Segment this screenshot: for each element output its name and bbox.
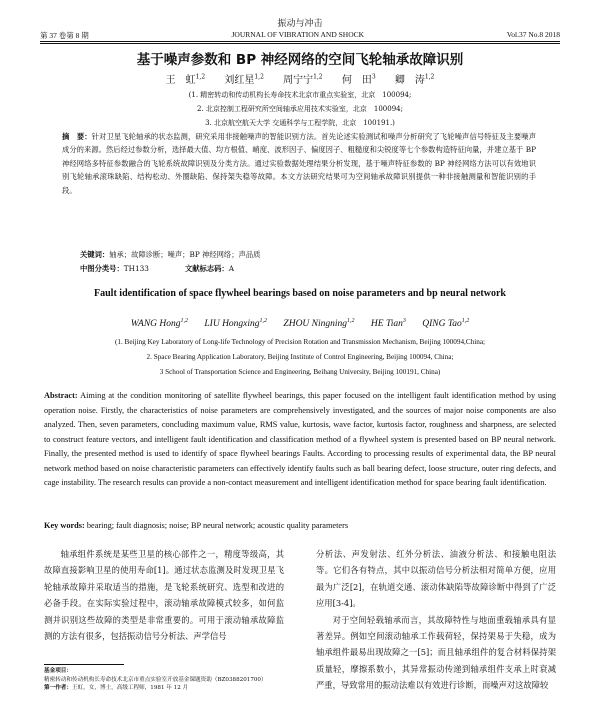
abstract-text-en: Aiming at the condition monitoring of satellite flywheel bearings, this paper focused on the intelligent fault identification method by using operation noise. Firstly, the characteristics of noise parameters are comprehensively investigated, and the sources of major noise components are also analyzed. Then, seven parameters, concluding maximum value, RMS value, kurtosis, wave factor, kurtosis factor, roughness and sharpness, are selected to construct feature vectors, and intelligent fault identification and classification method of a flywheel system is presented based on BP neural network. Finally, the presented method is used to identify of space flywheel bearings Faults. According to processing results of experimental data, the BP neural network method based on noise characteristic parameters can effectively identify faults such as ball bearing defect, loose structure, outer ring defects, and cage instability. The research results can provide a non-contact measurement and intelligent identification method for space bearing fault identification. bbox=[44, 391, 556, 487]
keywords-en bbox=[44, 521, 556, 530]
body-paragraph: 轴承组件系统是某些卫星的核心部件之一，精度等级高，其故障直接影响卫星的使用寿命[1]。通过状态监测及时发现卫星飞轮轴承故障并采取适当的措施，是飞轮系统研究、选型和改进的必备手段。在实际实验过程中，滚动轴承故障模式较多，如何监测并识别这些故障的类型是非常重要的。可用于滚动轴承故障监测的方法有很多，包括振动信号分析法、声学信号 bbox=[44, 549, 284, 642]
affiliation-cn: 2. 北京控制工程研究所空间轴承应用技术实验室，北京 100094; bbox=[197, 105, 403, 113]
affiliation-en: 2. Space Bearing Application Laboratory, Beijing Institute of Control Engineering, Beijing 100094, China; bbox=[146, 353, 454, 361]
author-cn: 何 田$^3$ bbox=[341, 73, 376, 86]
author-cn: 卿 涛$^{1,2}$ bbox=[394, 73, 435, 86]
body-paragraph: 对于空间轻载轴承而言，其故障特性与地面重载轴承具有显著差异。例如空间滚动轴承工作载荷轻，保持架易于失稳，成为轴承组件最易出现故障之一[5]；而且轴承组件的复合材料保持架质量轻，摩擦系数小，其异常振动传递到轴承组件支承上时衰减严重，导致常用的振动法难以有效进行诊断，而噪声对这故障较 bbox=[316, 614, 556, 691]
author-cn: 周宁宁$^{1,2}$ bbox=[283, 73, 323, 86]
abstract-label-cn: 摘 要： bbox=[62, 132, 92, 141]
journal-header-row bbox=[40, 30, 560, 41]
journal-name-en: JOURNAL OF VIBRATION AND SHOCK bbox=[231, 30, 365, 39]
abstract-label-en: Abstract: bbox=[44, 391, 78, 400]
keywords-cn bbox=[80, 250, 540, 260]
abstract-en bbox=[44, 389, 556, 491]
author-cn: 刘红星$^{1,2}$ bbox=[224, 73, 264, 86]
footnote-rule bbox=[44, 664, 124, 665]
affiliations-en bbox=[60, 335, 540, 380]
author-en: WANG Hong$^{1,2}$ bbox=[130, 318, 189, 330]
paper-title-cn: 基于噪声参数和 BP 神经网络的空间飞轮轴承故障识别 bbox=[136, 52, 464, 68]
document-code: 文献标志码：A bbox=[184, 264, 235, 273]
body-column-right bbox=[316, 546, 556, 694]
journal-volume-en: Vol.37 No.8 2018 bbox=[506, 30, 560, 39]
header-rule-thin bbox=[40, 43, 560, 44]
affiliation-en: (1. Beijing Key Laboratory of Long-life Technology of Precision Rotation and Transmission Mechanism, Beijing 100094,China; bbox=[114, 338, 486, 346]
author-en: LIU Hongxing$^{1,2}$ bbox=[204, 318, 268, 330]
author-cn: 王 虹$^{1,2}$ bbox=[165, 73, 206, 86]
author-list-cn bbox=[0, 71, 600, 86]
journal-name-cn: 振动与冲击 bbox=[277, 19, 323, 29]
footnotes bbox=[44, 667, 294, 693]
clc-number: 中图分类号：TH133 bbox=[80, 264, 149, 273]
affiliation-cn: (1. 精密转动和传动机构长寿命技术北京市重点实验室，北京 100094; bbox=[188, 91, 412, 99]
keywords-label-cn: 关键词： bbox=[80, 250, 110, 259]
affiliations-cn bbox=[0, 88, 600, 130]
classification-row bbox=[80, 264, 540, 274]
paper-title-en: Fault identification of space flywheel bearings based on noise parameters and bp neural network bbox=[94, 288, 506, 299]
abstract-text-cn: 针对卫星飞轮轴承的状态监测，研究采用非接触噪声的智能识别方法。首先论述实验测试和噪声分析研究了飞轮噪声信号特征及主要噪声成分的来源。然后经过参数分析，选择最大值、均方根值、峭度、波形因子、偏度因子、粗糙度和尖锐度等七个参数构造特征向量，并建立基于 BP 神经网络多特征参数融合的飞轮系统故障识别及分类方法。通过实验数据处理结果分析发现，基于噪声特征参数的 BP 神经网络方法可以有效地识别飞轮轴承滚珠缺陷、结构松动、外圈缺陷、保持架失稳等故障。本文方法研究结果可为空间轴承故障识别提供一种非接触测量和智能识别的手段。 bbox=[62, 132, 537, 195]
affiliation-cn: 3. 北京航空航天大学 交通科学与工程学院，北京 100191.) bbox=[205, 119, 395, 127]
footnote-fund: 基金项目：精密转动和传动机构长寿命技术北京市重点实验室开放基金课题资助（BZ0388201700） bbox=[44, 668, 267, 683]
keywords-label-en: Key words: bbox=[44, 521, 85, 530]
keywords-text-cn: 轴承；故障诊断；噪声；BP 神经网络；声品质 bbox=[109, 250, 261, 259]
body-paragraph: 分析法、声发射法、红外分析法、油液分析法、和接触电阻法等。它们各有特点，其中以振动信号分析法相对简单方便，应用最为广泛[2]，在轨道交通、滚动体缺陷等故障诊断中得到了广泛应用[3-4]。 bbox=[316, 549, 556, 609]
header-rule bbox=[40, 41, 560, 42]
abstract-cn bbox=[62, 130, 536, 197]
journal-issue-cn: 第 37 卷第 8 期 bbox=[40, 31, 89, 40]
affiliation-en: 3 School of Transportation Science and Engineering, Beihang University, Beijing 100191, China) bbox=[159, 368, 441, 376]
body-column-left bbox=[44, 546, 284, 644]
author-en: HE Tian$^3$ bbox=[370, 318, 406, 330]
keywords-text-en: bearing; fault diagnosis; noise; BP neural network; acoustic quality parameters bbox=[86, 521, 349, 530]
footnote-first-author: 第一作者：王虹，女，博士，高级工程师，1981 年 12 月 bbox=[44, 685, 189, 692]
author-list-en bbox=[0, 318, 600, 329]
author-en: QING Tao$^{1,2}$ bbox=[422, 318, 470, 330]
author-en: ZHOU Ningning$^{1,2}$ bbox=[283, 318, 355, 330]
